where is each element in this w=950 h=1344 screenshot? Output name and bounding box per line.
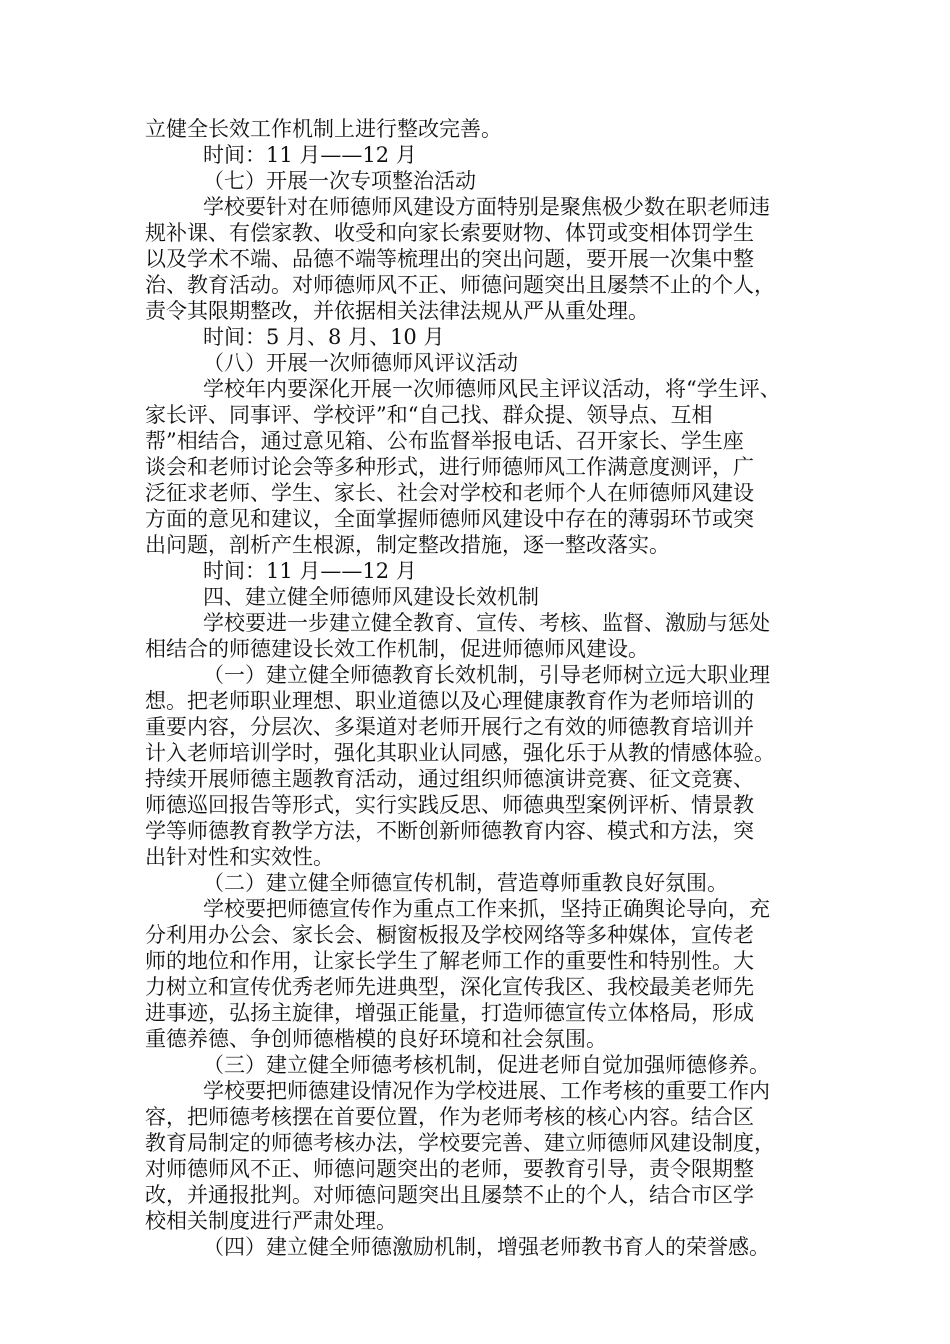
text-line: 治、教育活动。对师德师风不正、师德问题突出且屡禁不止的个人， [145, 273, 775, 297]
text-line: 立健全长效工作机制上进行整改完善。 [145, 117, 502, 141]
text-line: 出针对性和实效性。 [145, 845, 334, 869]
text-line: 帮”相结合，通过意见箱、公布监督举报电话、召开家长、学生座 [145, 429, 744, 453]
text-line: 学校要针对在师德师风建设方面特别是聚焦极少数在职老师违 [203, 195, 770, 219]
text-line: 重要内容，分层次、多渠道对老师开展行之有效的师德教育培训并 [145, 715, 754, 739]
text-line: 出问题，剖析产生根源，制定整改措施，逐一整改落实。 [145, 533, 670, 557]
text-line: （四）建立健全师德激励机制，增强老师教书育人的荣誉感。 [203, 1235, 770, 1259]
text-line: （三）建立健全师德考核机制，促进老师自觉加强师德修养。 [203, 1053, 770, 1077]
text-line: 学校要把师德宣传作为重点工作来抓，坚持正确舆论导向，充 [203, 897, 770, 921]
text-line: （二）建立健全师德宣传机制，营造尊师重教良好氛围。 [203, 871, 728, 895]
text-line: 师德巡回报告等形式，实行实践反思、师德典型案例评析、情景教 [145, 793, 754, 817]
document-page [145, 116, 810, 1260]
text-line: （一）建立健全师德教育长效机制，引导老师树立远大职业理 [203, 663, 770, 687]
text-line: 以及学术不端、品德不端等梳理出的突出问题，要开展一次集中整 [145, 247, 754, 271]
text-line: 学校年内要深化开展一次师德师风民主评议活动，将“学生评、 [203, 377, 781, 401]
text-line: 时间：11 月——12 月 [203, 559, 417, 583]
text-line: 持续开展师德主题教育活动，通过组织师德演讲竞赛、征文竞赛、 [145, 767, 754, 791]
text-line: 责令其限期整改，并依据相关法律法规从严从重处理。 [145, 299, 649, 323]
text-line: 对师德师风不正、师德问题突出的老师，要教育引导，责令限期整 [145, 1157, 754, 1181]
text-line: 容，把师德考核摆在首要位置，作为老师考核的核心内容。结合区 [145, 1105, 754, 1129]
text-line: 相结合的师德建设长效工作机制，促进师德师风建设。 [145, 637, 649, 661]
text-line: 学等师德教育教学方法，不断创新师德教育内容、模式和方法，突 [145, 819, 754, 843]
text-line: 时间：5 月、8 月、10 月 [203, 325, 445, 349]
text-line: 规补课、有偿家教、收受和向家长索要财物、体罚或变相体罚学生 [145, 221, 754, 245]
text-line: 师的地位和作用，让家长学生了解老师工作的重要性和特别性。大 [145, 949, 754, 973]
text-line: 教育局制定的师德考核办法，学校要完善、建立师德师风建设制度， [145, 1131, 775, 1155]
text-line: 校相关制度进行严肃处理。 [145, 1209, 397, 1233]
text-line: 力树立和宣传优秀老师先进典型，深化宣传我区、我校最美老师先 [145, 975, 754, 999]
text-line: 计入老师培训学时，强化其职业认同感，强化乐于从教的情感体验。 [145, 741, 775, 765]
text-line: 时间：11 月——12 月 [203, 143, 417, 167]
text-line: 四、建立健全师德师风建设长效机制 [203, 585, 539, 609]
text-line: 改，并通报批判。对师德问题突出且屡禁不止的个人，结合市区学 [145, 1183, 754, 1207]
text-line: 分利用办公会、家长会、橱窗板报及学校网络等多种媒体，宣传老 [145, 923, 754, 947]
text-line: （七）开展一次专项整治活动 [203, 169, 476, 193]
text-line: 谈会和老师讨论会等多种形式，进行师德师风工作满意度测评，广 [145, 455, 754, 479]
text-line: 想。把老师职业理想、职业道德以及心理健康教育作为老师培训的 [145, 689, 754, 713]
text-line: 学校要进一步建立健全教育、宣传、考核、监督、激励与惩处 [203, 611, 770, 635]
text-line: 学校要把师德建设情况作为学校进展、工作考核的重要工作内 [203, 1079, 770, 1103]
text-line: 泛征求老师、学生、家长、社会对学校和老师个人在师德师风建设 [145, 481, 754, 505]
text-line: 重德养德、争创师德楷模的良好环境和社会氛围。 [145, 1027, 607, 1051]
text-line: （八）开展一次师德师风评议活动 [203, 351, 518, 375]
text-line: 进事迹，弘扬主旋律，增强正能量，打造师德宣传立体格局，形成 [145, 1001, 754, 1025]
text-line: 家长评、同事评、学校评”和“自己找、群众提、领导点、互相 [145, 403, 713, 427]
text-line: 方面的意见和建议，全面掌握师德师风建设中存在的薄弱环节或突 [145, 507, 754, 531]
